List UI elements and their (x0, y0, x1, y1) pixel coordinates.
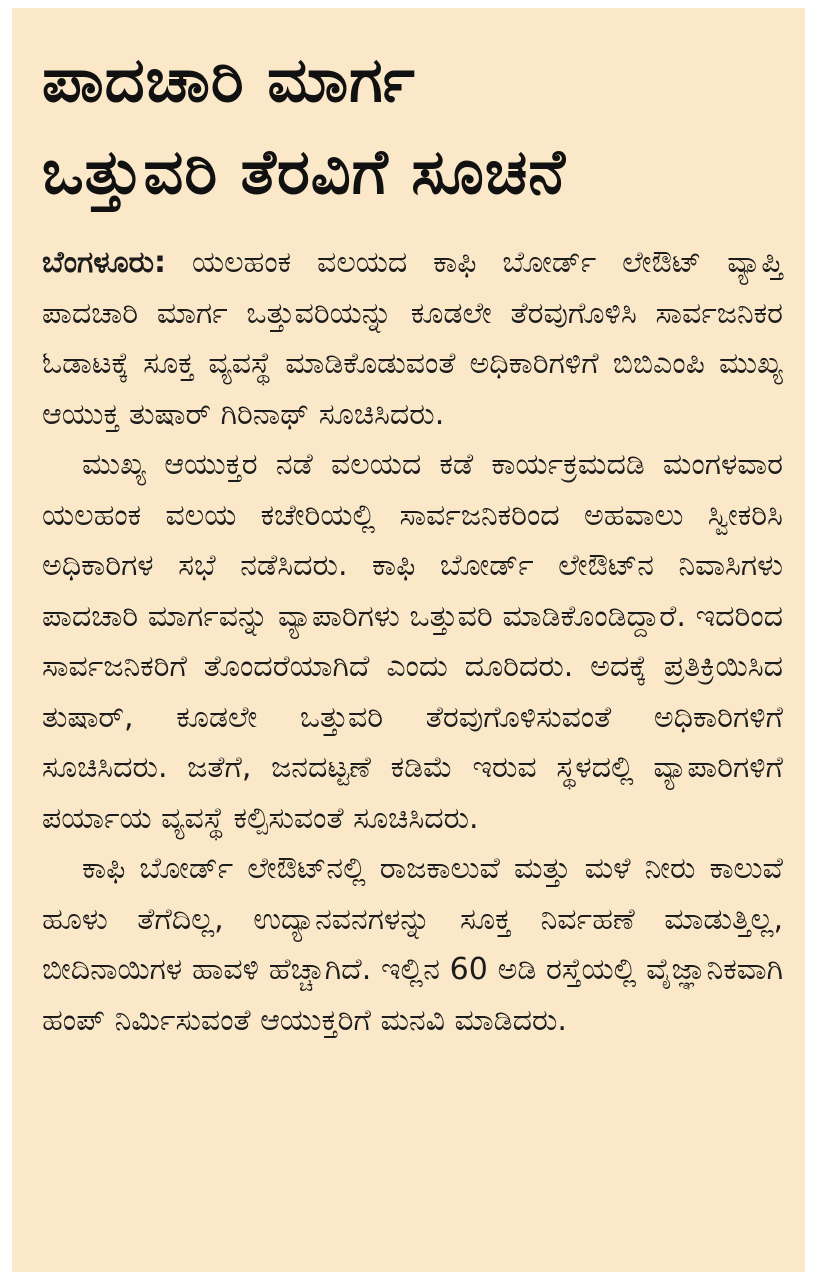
headline-line-1: ಪಾದಚಾರಿ ಮಾರ್ಗ (42, 43, 416, 116)
headline-line-2: ಒತ್ತುವರಿ ತೆರವಿಗೆ ಸೂಚನೆ (42, 135, 567, 208)
article-paragraph-1 (42, 238, 783, 440)
paragraph-1-text: ಯಲಹಂಕ ವಲಯದ ಕಾಫಿ ಬೋರ್ಡ್ ಲೇಔಟ್ ವ್ಯಾಪ್ತಿ ಪಾದಚಾರಿ ಮಾರ್ಗ ಒತ್ತುವರಿಯನ್ನು ಕೂಡಲೇ ತೆರವುಗೊಳಿಸಿ ಸಾರ್ವಜನಿಕರ ಓಡಾಟಕ್ಕೆ ಸೂಕ್ತ ವ್ಯವಸ್ಥೆ ಮಾಡಿಕೊಡುವಂತೆ ಅಧಿಕಾರಿಗಳಿಗೆ ಬಿಬಿಎಂಪಿ ಮುಖ್ಯ ಆಯುಕ್ತ ತುಷಾರ್ ಗಿರಿನಾಥ್ ಸೂಚಿಸಿದರು. (42, 245, 783, 432)
headline (42, 34, 783, 218)
article-paragraph-3: ಕಾಫಿ ಬೋರ್ಡ್ ಲೇಔಟ್‌ನಲ್ಲಿ ರಾಜಕಾಲುವೆ ಮತ್ತು ಮಳೆ ನೀರು ಕಾಲುವೆ ಹೂಳು ತೆಗೆದಿಲ್ಲ, ಉದ್ಯಾನವನಗಳನ್ನು ಸೂಕ್ತ ನಿರ್ವಹಣೆ ಮಾಡುತ್ತಿಲ್ಲ, ಬೀದಿನಾಯಿಗಳ ಹಾವಳಿ ಹೆಚ್ಚಾಗಿದೆ. ಇಲ್ಲಿನ 60 ಅಡಿ ರಸ್ತೆಯಲ್ಲಿ ವೈಜ್ಞಾನಿಕವಾಗಿ ಹಂಪ್ ನಿರ್ಮಿಸುವಂತೆ ಆಯುಕ್ತರಿಗೆ ಮನವಿ ಮಾಡಿದರು. (42, 851, 783, 1038)
newspaper-clipping (12, 8, 805, 1272)
dateline: ಬೆಂಗಳೂರು: (42, 245, 167, 280)
article-paragraph-2: ಮುಖ್ಯ ಆಯುಕ್ತರ ನಡೆ ವಲಯದ ಕಡೆ ಕಾರ್ಯಕ್ರಮದಡಿ ಮಂಗಳವಾರ ಯಲಹಂಕ ವಲಯ ಕಚೇರಿಯಲ್ಲಿ ಸಾರ್ವಜನಿಕರಿಂದ ಅಹವಾಲು ಸ್ವೀಕರಿಸಿ ಅಧಿಕಾರಿಗಳ ಸಭೆ ನಡೆಸಿದರು. ಕಾಫಿ ಬೋರ್ಡ್ ಲೇಔಟ್‌ನ ನಿವಾಸಿಗಳು ಪಾದಚಾರಿ ಮಾರ್ಗವನ್ನು ವ್ಯಾಪಾರಿಗಳು ಒತ್ತುವರಿ ಮಾಡಿಕೊಂಡಿದ್ದಾರೆ. ಇದರಿಂದ ಸಾರ್ವಜನಿಕರಿಗೆ ತೊಂದರೆಯಾಗಿದೆ ಎಂದು ದೂರಿದರು. ಅದಕ್ಕೆ ಪ್ರತಿಕ್ರಿಯಿಸಿದ ತುಷಾರ್, ಕೂಡಲೇ ಒತ್ತುವರಿ ತೆರವುಗೊಳಿಸುವಂತೆ ಅಧಿಕಾರಿಗಳಿಗೆ ಸೂಚಿಸಿದರು. ಜತೆಗೆ, ಜನದಟ್ಟಣೆ ಕಡಿಮೆ ಇರುವ ಸ್ಥಳದಲ್ಲಿ ವ್ಯಾಪಾರಿಗಳಿಗೆ ಪರ್ಯಾಯ ವ್ಯವಸ್ಥೆ ಕಲ್ಪಿಸುವಂತೆ ಸೂಚಿಸಿದರು. (42, 447, 783, 836)
